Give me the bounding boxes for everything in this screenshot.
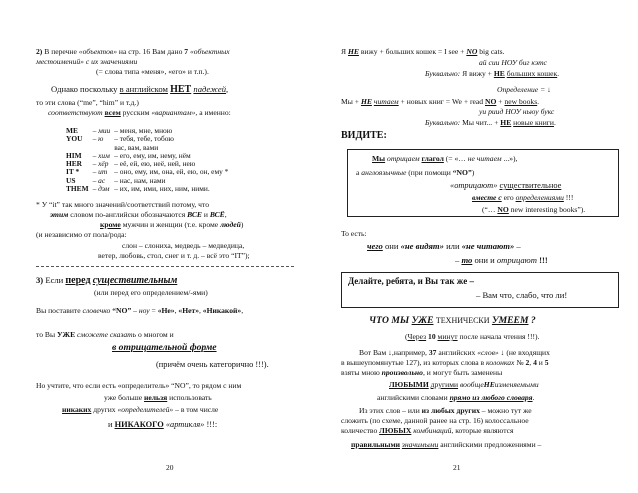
paragraph-2-line-4: Однако поскольку в английском НЕТ падежей, xyxy=(51,84,229,95)
paragraph-3-line-10: и НИКАКОГО «артикля» !!!: xyxy=(108,420,218,429)
pronoun-transcription: – дэм xyxy=(92,184,110,194)
pronoun-transcription: – хёр xyxy=(92,159,109,169)
body-line-2: в вышеупомянутые 127), из которых слова в колонках № 2, 4 и 5 xyxy=(341,358,549,367)
body-line-8: количество ЛЮБЫХ комбинаций, которые являются xyxy=(341,426,514,435)
pronoun-russian: – нас, нам, нами xyxy=(114,175,166,185)
pronoun-russian: – их, им, ими, них, ним, ними. xyxy=(114,184,210,194)
box2-line-1: Делайте, ребята, и Вы так же – xyxy=(348,276,474,286)
example-1-line-2: ай сии НОУ биг кэтс xyxy=(479,58,547,67)
pronoun-english: US xyxy=(66,175,76,185)
example-1-line-3: Буквально: Я вижу + НЕ больших кошек. xyxy=(425,69,560,78)
body-line-6: Из этих слов – или из любых других – можно тут же xyxy=(359,406,532,415)
pronoun-russian: – меня, мне, мною xyxy=(114,126,173,135)
pronoun-english: HIM xyxy=(66,150,82,160)
box1-line-4: вместе с его определениями !!! xyxy=(472,193,574,202)
footnote-line-6: ветер, любовь, стол, снег и т. д. – всё это “IT”); xyxy=(98,251,250,260)
paragraph-3-line-4: то Вы УЖЕ сможете сказать о многом и xyxy=(36,330,174,339)
section-subtitle: (Через 10 минут после начала чтения !!!). xyxy=(405,332,540,341)
body-line-7: сложить (по схеме, данной ранее на стр. 16) колоссальное xyxy=(341,416,529,425)
see-heading: ВИДИТЕ: xyxy=(341,130,387,141)
footnote-line-3: кроме мужчин и женщин (т.е. кроме людей) xyxy=(100,220,244,229)
body-line-5: английскими словами прямо из любого словаря. xyxy=(377,393,535,402)
footnote-line-1: * У “it” так много значений/соответствий потому, что xyxy=(36,200,210,209)
note-box-1 xyxy=(347,149,619,217)
paragraph-2-line-5: то эти слова (“me”, “him” и т.д.) xyxy=(36,98,139,107)
page-number: 21 xyxy=(453,463,461,472)
body-line-3: взяты мною произвольно, и могут быть заменены xyxy=(341,368,503,377)
box1-line-1: Мы отрицаем глагол (= «… не читаем ...»), xyxy=(372,154,518,163)
footnote-line-4: (и независимо от пола/рода: xyxy=(36,230,127,239)
pronoun-russian: вас, вам, вами xyxy=(114,142,159,152)
pronoun-english: HER xyxy=(66,159,83,169)
pronoun-english: IT * xyxy=(66,167,80,177)
footnote-line-2: этим словом по-английски обозначаются ВСЕ и ВСЁ, xyxy=(50,210,227,219)
pronoun-transcription: – ит xyxy=(92,167,108,177)
paragraph-3-line-2: (или перед его определением/-ями) xyxy=(94,288,208,297)
example-definition-note: Определение = ↓ xyxy=(497,85,551,94)
box1-line-3: «отрицают» существительное xyxy=(450,181,562,190)
example-2-line-1: Мы + НЕ читаем + новых книг = We + read NO + new books. xyxy=(341,97,540,106)
pronoun-english: ME xyxy=(66,126,78,135)
example-1-line-1: Я НЕ вижу + больших кошек = I see + NO big cats. xyxy=(341,47,505,56)
pronoun-transcription: – ю xyxy=(92,134,104,144)
pronoun-russian: – её, ей, ею, неё, ней, нею xyxy=(114,159,196,169)
example-2-line-2: уи риид НОУ ньюу букс xyxy=(479,107,555,116)
paragraph-3-line-8: уже больше нельзя использовать xyxy=(104,393,212,402)
example-2-line-3: Буквально: Мы чит... + НЕ новые книги. xyxy=(425,118,556,127)
paragraph-2-line-2: местоимений» с их значениями xyxy=(36,57,138,66)
that-is-line-1: чего они «не видят» или «не читают» – xyxy=(367,241,521,251)
footnote-line-5: слон – слониха, медведь – медведица, xyxy=(122,241,245,250)
paragraph-3-line-7: Но учтите, что если есть «определитель» “NO”, то рядом с ним xyxy=(36,381,242,390)
paragraph-3-line-9: никаких других «определителей» – в том числе xyxy=(62,405,219,414)
pronoun-russian: – его, ему, им, нему, нём xyxy=(114,150,191,160)
pronoun-table xyxy=(64,127,230,193)
paragraph-3-line-3: Вы поставите словечко “NO” – ноу = «Не», «Нет», «Никакой», xyxy=(36,306,244,315)
that-is-line-2: – то они и отрицают !!! xyxy=(455,255,548,265)
body-line-4: ЛЮБЫМИ другими вообщеНЕизменяемыми xyxy=(389,380,539,389)
note-box-2 xyxy=(341,272,619,308)
box1-line-2: а англоязычные (при помощи “NO”) xyxy=(356,168,475,177)
pronoun-english: THEM xyxy=(66,184,89,194)
pronoun-english: YOU xyxy=(66,134,83,144)
paragraph-3-line-6: (причём очень категорично !!!). xyxy=(156,360,269,369)
paragraph-3-line-5: в отрицательной форме xyxy=(112,342,217,353)
paragraph-2-line-1: 2) В перечне «объектов» на стр. 16 Вам дано 7 «объектных xyxy=(36,47,230,56)
paragraph-2-line-3: (= слова типа «меня», «его» и т.п.). xyxy=(96,67,209,76)
pronoun-transcription: – хим xyxy=(92,150,110,160)
box2-line-2: – Вам что, слабо, что ли! xyxy=(476,290,568,300)
pronoun-row xyxy=(64,185,230,193)
page-21 xyxy=(319,0,638,493)
pronoun-russian: – оно, ему, им, она, ей, ею, он, ему * xyxy=(114,167,229,177)
separator xyxy=(36,266,294,267)
page-number: 20 xyxy=(166,463,174,472)
pronoun-transcription: – ас xyxy=(92,175,106,185)
body-line-9: правильными значимыми английскими предложениями – xyxy=(351,440,542,449)
paragraph-3-line-1: 3) Если перед существительным xyxy=(36,275,178,286)
body-line-1: Вот Вам ↓,например, 37 английских «слов» ↓ (не входящих xyxy=(359,348,550,357)
section-heading: ЧТО МЫ УЖЕ ТЕХНИЧЕСКИ УМЕЕМ ? xyxy=(369,315,536,326)
paragraph-2-line-6: соответствуют всем русским «вариантам», а именно: xyxy=(48,108,231,117)
that-is-label: То есть: xyxy=(341,229,367,238)
pronoun-transcription: – мии xyxy=(92,126,111,135)
pronoun-russian: – тебя, тебе, тобою xyxy=(114,134,174,144)
box1-line-5: (“… NO new interesting books”). xyxy=(482,205,586,214)
